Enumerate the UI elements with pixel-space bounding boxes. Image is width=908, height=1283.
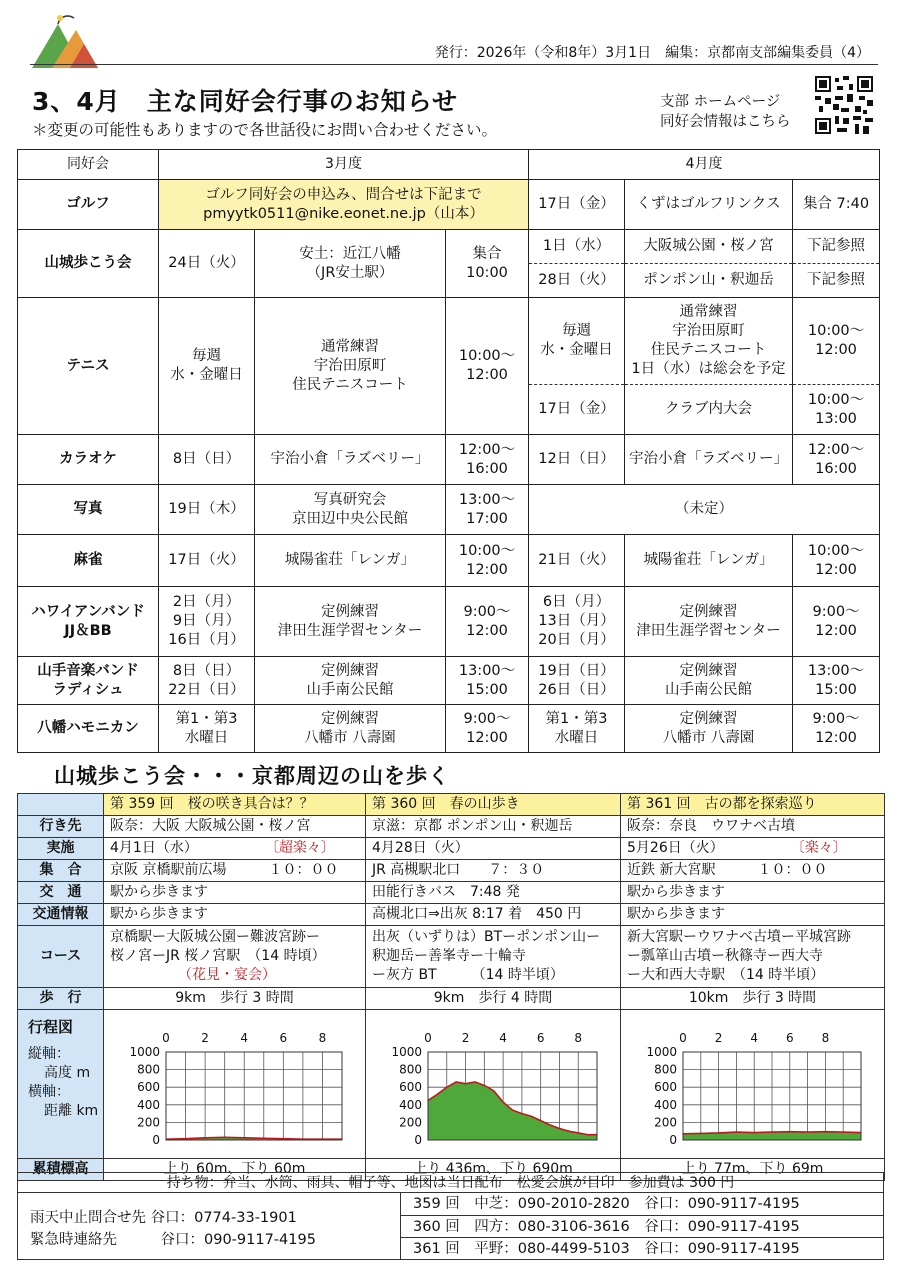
homepage-caption	[660, 92, 791, 132]
y-tick-label: 0	[669, 1133, 677, 1147]
leader-contacts	[400, 1193, 883, 1259]
contact-359: 359 回 中芝：090-2010-2820 谷口：090-9117-4195	[401, 1193, 883, 1216]
y-tick-label: 800	[399, 1062, 422, 1077]
mahjong-mar-time2: 12:00	[466, 561, 508, 578]
harmonica-apr-date1: 第1・第3	[545, 710, 608, 727]
hawaiian-mar-time1: 9:00～	[463, 603, 511, 620]
hawaiian-mar-place1: 定例練習	[321, 603, 379, 620]
hawaiian-apr-date3: 20日（月）	[538, 632, 615, 648]
walk-359-meet: 京阪 京橋駅前広場 １０：００	[104, 860, 366, 882]
issue-info: 発行：2026年（令和8年）3月1日 編集：京都南支部編集委員（4）	[434, 45, 870, 61]
x-tick-label: 6	[536, 1031, 545, 1045]
yamate-name2: ラディシュ	[52, 681, 124, 698]
y-tick-label: 800	[654, 1062, 677, 1077]
x-tick-label: 4	[499, 1031, 507, 1045]
contact-block	[30, 1207, 316, 1251]
club-yamate	[18, 657, 159, 705]
hawaiian-mar-time	[446, 587, 529, 657]
col-march-header: 3月度	[159, 150, 529, 180]
tennis-mar-date1: 毎週	[192, 348, 221, 364]
walk-360-title: 第 360 回 春の山歩き	[366, 794, 621, 816]
walk-361-walk: 10km 歩行 3 時間	[621, 988, 885, 1010]
harmonica-apr-place1: 定例練習	[679, 710, 738, 727]
walk-360-meet: JR 高槻駅北口 ７：３０	[366, 860, 621, 882]
photo-mar-place2: 京田辺中央公民館	[292, 510, 408, 527]
walk-360-course1: 出灰（いずりは）BTーポンポン山ー	[372, 929, 601, 945]
walk-359-walk: 9km 歩行 3 時間	[104, 988, 366, 1010]
walk-360-transport-info: 高槻北口⇒出灰 8:17 着 450 円	[366, 904, 621, 926]
label-chart: 行程図	[28, 1018, 74, 1036]
page-title: 3、4月 主な同好会行事のお知らせ	[32, 87, 459, 116]
mahjong-apr-time	[793, 535, 880, 587]
table-row	[18, 816, 885, 838]
walk-361-meet: 近鉄 新大宮駅 １０：００	[621, 860, 885, 882]
tennis-apr2-time2: 13:00	[815, 410, 857, 427]
table-row	[18, 587, 880, 657]
hiking-table	[17, 793, 885, 1181]
hawaiian-apr-date2: 13日（月）	[538, 613, 615, 629]
walk-361-course3: ー大和西大寺駅 （14 時半頃）	[627, 967, 825, 983]
x-tick-label: 2	[714, 1031, 723, 1045]
label-date: 実施	[18, 838, 104, 860]
y-tick-label: 200	[654, 1115, 677, 1130]
hike-mar-time	[446, 230, 529, 298]
tennis-mar-time1: 10:00～	[458, 348, 516, 364]
tennis-mar-date2: 水・金曜日	[170, 367, 243, 383]
yamate-mar-date	[159, 657, 255, 705]
photo-mar-time1: 13:00～	[458, 491, 516, 508]
hike-mar-place2: （JR安土駅）	[306, 264, 394, 281]
karaoke-mar-time1: 12:00～	[458, 441, 516, 458]
tennis-mar-place3: 住民テニスコート	[292, 376, 408, 393]
homepage-line1: 支部 ホームページ	[660, 94, 781, 110]
col-club-header: 同好会	[18, 150, 159, 180]
walk-359-date-cell	[104, 838, 366, 860]
mahjong-apr-place: 城陽雀荘「レンガ」	[625, 535, 793, 587]
walk-359-course2: 桜ノ宮ーJR 桜ノ宮駅 （14 時頃）	[110, 948, 326, 964]
x-tick-label: 8	[318, 1031, 327, 1045]
plot-frame	[166, 1052, 342, 1140]
walk-359-dest: 阪奈：大阪 大阪城公園・桜ノ宮	[104, 816, 366, 838]
yamate-mar-place	[255, 657, 446, 705]
walk-359-level: 〔超楽々〕	[271, 840, 335, 856]
tennis-apr2-time1: 10:00～	[807, 391, 865, 408]
tennis-mar-date	[159, 298, 255, 435]
x-tick-label: 2	[461, 1031, 470, 1045]
photo-mar-time	[446, 485, 529, 535]
tennis-mar-place	[255, 298, 446, 435]
table-row	[18, 535, 880, 587]
hike-apr1-date: 1日（水）	[529, 230, 625, 264]
label-course: コース	[18, 926, 104, 988]
mahjong-mar-time1: 10:00～	[458, 542, 516, 559]
club-photo: 写真	[18, 485, 159, 535]
club-hiking: 山城歩こう会	[18, 230, 159, 298]
label-meet: 集 合	[18, 860, 104, 882]
walk-361-climb: 上り 77m、下り 69m	[621, 1159, 885, 1181]
yamate-mar-date2: 22日（日）	[168, 681, 245, 698]
hawaiian-mar-date3: 16日（月）	[168, 632, 245, 648]
y-tick-label: 400	[654, 1097, 677, 1112]
hawaiian-name2: JJ＆BB	[64, 622, 112, 639]
yamate-apr-place	[625, 657, 793, 705]
harmonica-mar-time	[446, 705, 529, 753]
club-tennis: テニス	[18, 298, 159, 435]
walk-360-walk: 9km 歩行 4 時間	[366, 988, 621, 1010]
hawaiian-apr-date	[529, 587, 625, 657]
hawaiian-mar-date	[159, 587, 255, 657]
walk-359-chart-cell	[104, 1010, 366, 1159]
walk-361-title: 第 361 回 古の都を探索巡り	[621, 794, 885, 816]
tennis-apr1-place	[625, 298, 793, 385]
walk-361-transport: 駅から歩きます	[621, 882, 885, 904]
hike-mar-time1: 集合	[472, 245, 502, 262]
karaoke-apr-time1: 12:00～	[807, 441, 865, 458]
harmonica-mar-date2: 水曜日	[184, 729, 229, 746]
golf-apr-time: 集合 7:40	[793, 180, 880, 230]
photo-mar-place1: 写真研究会	[313, 491, 387, 508]
club-hawaiian	[18, 587, 159, 657]
table-row	[18, 926, 885, 988]
yamate-mar-time	[446, 657, 529, 705]
y-tick-label: 600	[137, 1080, 160, 1095]
hike-apr2-place: ポンポン山・釈迦岳	[625, 264, 793, 298]
mahjong-mar-time	[446, 535, 529, 587]
walk-361-chart-cell	[621, 1010, 885, 1159]
yamate-apr-time	[793, 657, 880, 705]
table-row	[18, 838, 885, 860]
table-row	[18, 882, 885, 904]
karaoke-mar-time	[446, 435, 529, 485]
walk-359-transport: 駅から歩きます	[104, 882, 366, 904]
tennis-apr2-place: クラブ内大会	[625, 385, 793, 435]
yamate-mar-time2: 15:00	[466, 681, 508, 698]
mahjong-mar-date: 17日（火）	[159, 535, 255, 587]
table-header-row	[18, 150, 880, 180]
yamate-mar-place2: 山手南公民館	[306, 681, 394, 698]
hike-apr1-place: 大阪城公園・桜ノ宮	[625, 230, 793, 264]
yamate-apr-time2: 15:00	[815, 681, 857, 698]
walk-361-date: 5月26日（火）	[627, 840, 724, 856]
harmonica-mar-place	[255, 705, 446, 753]
hike-mar-place1: 安土：近江八幡	[299, 245, 401, 262]
walk-359-date: 4月1日（水）	[110, 840, 198, 856]
yamate-apr-date2: 26日（日）	[538, 681, 615, 698]
tennis-apr1-time2: 12:00	[815, 342, 857, 358]
club-mahjong: 麻雀	[18, 535, 159, 587]
table-row	[18, 794, 885, 816]
harmonica-apr-time1: 9:00～	[812, 710, 860, 727]
walk-359-course	[104, 926, 366, 988]
walk-361-dest: 阪奈：奈良 ウワナベ古墳	[621, 816, 885, 838]
hawaiian-apr-time1: 9:00～	[812, 603, 860, 620]
x-tick-label: 8	[821, 1031, 830, 1045]
walk-361-date-cell	[621, 838, 885, 860]
tennis-apr1-place4: 1日（水）は総会を予定	[631, 361, 786, 377]
tennis-apr1-date	[529, 298, 625, 385]
hike-apr2-date: 28日（火）	[529, 264, 625, 298]
hawaiian-mar-date1: 2日（月）	[172, 594, 241, 610]
walk-361-elevation-chart	[621, 1010, 885, 1158]
x-tick-label: 4	[750, 1031, 759, 1045]
hawaiian-apr-place	[625, 587, 793, 657]
contact-360: 360 回 四方：080-3106-3616 谷口：090-9117-4195	[401, 1216, 883, 1239]
label-axis4: 距離 km	[44, 1103, 99, 1119]
change-note: ＊変更の可能性もありますので各世話役にお問い合わせください。	[32, 121, 498, 139]
photo-mar-time2: 17:00	[466, 510, 508, 527]
table-row	[18, 657, 880, 705]
harmonica-mar-place1: 定例練習	[321, 710, 379, 727]
harmonica-mar-date1: 第1・第3	[175, 710, 238, 727]
label-axis3: 横軸：	[28, 1084, 70, 1100]
golf-email-link[interactable]: pmyytk0511@nike.eonet.ne.jp（山本）	[203, 205, 484, 222]
tennis-apr1-date1: 毎週	[562, 323, 592, 339]
tennis-mar-place1: 通常練習	[321, 338, 379, 355]
walk-359-elevation-chart	[104, 1010, 366, 1158]
hawaiian-apr-time	[793, 587, 880, 657]
walk-360-date: 4月28日（火）	[366, 838, 621, 860]
x-tick-label: 4	[240, 1031, 249, 1045]
label-axis1: 縦軸：	[28, 1046, 70, 1062]
walk-361-transport-info: 駅から歩きます	[621, 904, 885, 926]
hawaiian-mar-place2: 津田生涯学習センター	[277, 622, 423, 639]
y-tick-label: 1000	[391, 1045, 422, 1059]
label-chart-cell	[18, 1010, 104, 1159]
tennis-mar-time2: 12:00	[466, 367, 508, 383]
harmonica-apr-time2: 12:00	[815, 729, 857, 746]
walk-360-chart-cell	[366, 1010, 621, 1159]
yamate-name1: 山手音楽バンド	[37, 662, 139, 679]
walk-361-course	[621, 926, 885, 988]
walk-361-level: 〔楽々〕	[797, 840, 847, 856]
karaoke-apr-time2: 16:00	[815, 460, 857, 477]
x-tick-label: 6	[279, 1031, 288, 1045]
label-dest: 行き先	[18, 816, 104, 838]
hike-mar-time2: 10:00	[466, 264, 508, 281]
harmonica-mar-date	[159, 705, 255, 753]
golf-contact-note	[159, 180, 529, 230]
y-tick-label: 400	[137, 1097, 160, 1112]
karaoke-apr-time	[793, 435, 880, 485]
hike-mar-place	[255, 230, 446, 298]
y-tick-label: 1000	[129, 1045, 160, 1059]
table-row	[18, 230, 880, 264]
yamate-apr-place1: 定例練習	[679, 662, 738, 679]
walk-360-course	[366, 926, 621, 988]
tennis-apr1-date2: 水・金曜日	[540, 342, 613, 358]
mahjong-apr-time2: 12:00	[815, 561, 857, 578]
hawaiian-mar-date2: 9日（月）	[172, 613, 241, 629]
x-tick-label: 2	[201, 1031, 209, 1045]
golf-apr-date: 17日（金）	[529, 180, 625, 230]
harmonica-apr-date	[529, 705, 625, 753]
table-row	[18, 298, 880, 385]
yamate-mar-time1: 13:00～	[458, 662, 516, 679]
yamate-mar-date1: 8日（日）	[172, 662, 241, 679]
yamate-apr-date1: 19日（日）	[538, 662, 615, 679]
hawaiian-mar-time2: 12:00	[466, 622, 508, 639]
y-tick-label: 200	[399, 1115, 422, 1130]
label-walk: 歩 行	[18, 988, 104, 1010]
y-tick-label: 200	[137, 1115, 160, 1130]
y-tick-label: 600	[399, 1080, 422, 1095]
table-row	[18, 904, 885, 926]
table-row	[18, 860, 885, 882]
club-harmonica: 八幡ハモニカン	[18, 705, 159, 753]
walk-360-transport: 田能行きバス 7:48 発	[366, 882, 621, 904]
yamate-apr-date	[529, 657, 625, 705]
walk-360-dest: 京滋：京都 ポンポン山・釈迦岳	[366, 816, 621, 838]
y-tick-label: 0	[414, 1133, 422, 1147]
club-karaoke: カラオケ	[18, 435, 159, 485]
tennis-apr1-place3: 住民テニスコート	[650, 342, 767, 358]
emergency-contact: 緊急時連絡先 谷口：090-9117-4195	[30, 1232, 316, 1248]
harmonica-apr-place2: 八幡市 八壽園	[662, 729, 755, 746]
hawaiian-mar-place	[255, 587, 446, 657]
hawaiian-apr-time2: 12:00	[815, 622, 857, 639]
hawaiian-name1: ハワイアンバンド	[31, 603, 145, 620]
homepage-line2: 同好会情報はこちら	[660, 114, 791, 130]
photo-apr-undecided: （未定）	[529, 485, 880, 535]
hike-mar-date: 24日（火）	[159, 230, 255, 298]
tennis-apr1-place1: 通常練習	[679, 304, 738, 320]
y-tick-label: 600	[654, 1080, 677, 1095]
hawaiian-apr-date1: 6日（月）	[542, 594, 611, 610]
y-tick-label: 1000	[646, 1045, 677, 1059]
harmonica-apr-time	[793, 705, 880, 753]
tennis-apr2-date: 17日（金）	[529, 385, 625, 435]
walk-361-course2: ー瓢箪山古墳ー秋篠寺ー西大寺	[627, 948, 823, 964]
club-events-table	[17, 149, 880, 753]
hiking-footer	[17, 1172, 884, 1260]
mahjong-apr-time1: 10:00～	[807, 542, 865, 559]
rain-contact: 雨天中止問合せ先 谷口：0774-33-1901	[30, 1210, 297, 1226]
hiking-section-title: 山城歩こう会・・・京都周辺の山を歩く	[54, 764, 450, 788]
hike-apr1-time: 下記参照	[793, 230, 880, 264]
tennis-mar-time	[446, 298, 529, 435]
walk-359-course1: 京橋駅ー大阪城公園ー難波宮跡ー	[110, 929, 320, 945]
hawaiian-apr-place2: 津田生涯学習センター	[636, 622, 781, 639]
x-tick-label: 0	[424, 1031, 432, 1045]
x-tick-label: 6	[785, 1031, 794, 1045]
label-axis2: 高度 m	[44, 1065, 91, 1081]
y-tick-label: 400	[399, 1097, 422, 1112]
harmonica-apr-date2: 水曜日	[554, 729, 599, 746]
yamate-apr-place2: 山手南公民館	[665, 681, 753, 698]
hike-apr2-time: 下記参照	[793, 264, 880, 298]
label-transport-info: 交通情報	[18, 904, 104, 926]
walk-359-transport-info: 駅から歩きます	[104, 904, 366, 926]
walk-360-climb: 上り 436m、下り 690m	[366, 1159, 621, 1181]
label-transport: 交 通	[18, 882, 104, 904]
photo-mar-place	[255, 485, 446, 535]
table-row	[18, 705, 880, 753]
harmonica-mar-time2: 12:00	[466, 729, 508, 746]
karaoke-mar-time2: 16:00	[466, 460, 508, 477]
x-tick-label: 8	[574, 1031, 583, 1045]
golf-note-text: ゴルフ同好会の申込み、問合せは下記まで	[205, 186, 482, 203]
walk-359-title: 第 359 回 桜の咲き具合は？？	[104, 794, 366, 816]
walk-360-course2: 釈迦岳ー善峯寺ー十輪寺	[372, 948, 526, 964]
tennis-apr1-place2: 宇治田原町	[672, 323, 745, 339]
tennis-mar-place2: 宇治田原町	[313, 357, 387, 374]
karaoke-apr-date: 12日（日）	[529, 435, 625, 485]
y-tick-label: 800	[137, 1062, 160, 1077]
walk-360-course3: ー灰方 BT （14 時半頃）	[372, 967, 564, 983]
label-climb: 累積標高	[18, 1159, 104, 1181]
tennis-apr1-time1: 10:00～	[807, 323, 865, 339]
harmonica-mar-place2: 八幡市 八壽園	[304, 729, 396, 746]
harmonica-apr-place	[625, 705, 793, 753]
yamate-mar-place1: 定例練習	[321, 662, 379, 679]
karaoke-mar-place: 宇治小倉「ラズベリー」	[255, 435, 446, 485]
table-row	[18, 180, 880, 230]
tennis-apr1-time	[793, 298, 880, 385]
walk-359-climb: 上り 60m、下り 60m	[104, 1159, 366, 1181]
club-golf: ゴルフ	[18, 180, 159, 230]
golf-apr-place: くずはゴルフリンクス	[625, 180, 793, 230]
mahjong-apr-date: 21日（火）	[529, 535, 625, 587]
qr-code-icon[interactable]	[815, 76, 873, 134]
x-tick-label: 0	[162, 1031, 170, 1045]
mountain-logo-icon	[30, 10, 100, 70]
tennis-apr2-time	[793, 385, 880, 435]
walk-360-elevation-chart	[366, 1010, 621, 1158]
header-divider	[30, 64, 878, 65]
yamate-apr-time1: 13:00～	[807, 662, 865, 679]
contact-361: 361 回 平野：080-4499-5103 谷口：090-9117-4195	[413, 1241, 800, 1257]
materials-note: 持ち物：弁当、水筒、雨具、帽子等、地図は当日配布 松愛会旗が目印 参加費は 300 円	[18, 1173, 883, 1193]
mahjong-mar-place: 城陽雀荘「レンガ」	[255, 535, 446, 587]
y-tick-label: 0	[152, 1133, 160, 1147]
karaoke-mar-date: 8日（日）	[159, 435, 255, 485]
harmonica-mar-time1: 9:00～	[463, 710, 511, 727]
walk-359-course3: （花見・宴会）	[178, 967, 276, 983]
photo-mar-date: 19日（木）	[159, 485, 255, 535]
walk-361-course1: 新大宮駅ーウワナベ古墳ー平城宮跡	[627, 929, 851, 945]
table-row	[18, 435, 880, 485]
hawaiian-apr-place1: 定例練習	[679, 603, 738, 620]
x-tick-label: 0	[679, 1031, 687, 1045]
table-row	[18, 988, 885, 1010]
table-row	[18, 1010, 885, 1159]
karaoke-apr-place: 宇治小倉「ラズベリー」	[625, 435, 793, 485]
hike-corner	[18, 794, 104, 816]
col-april-header: 4月度	[529, 150, 880, 180]
table-row	[18, 485, 880, 535]
